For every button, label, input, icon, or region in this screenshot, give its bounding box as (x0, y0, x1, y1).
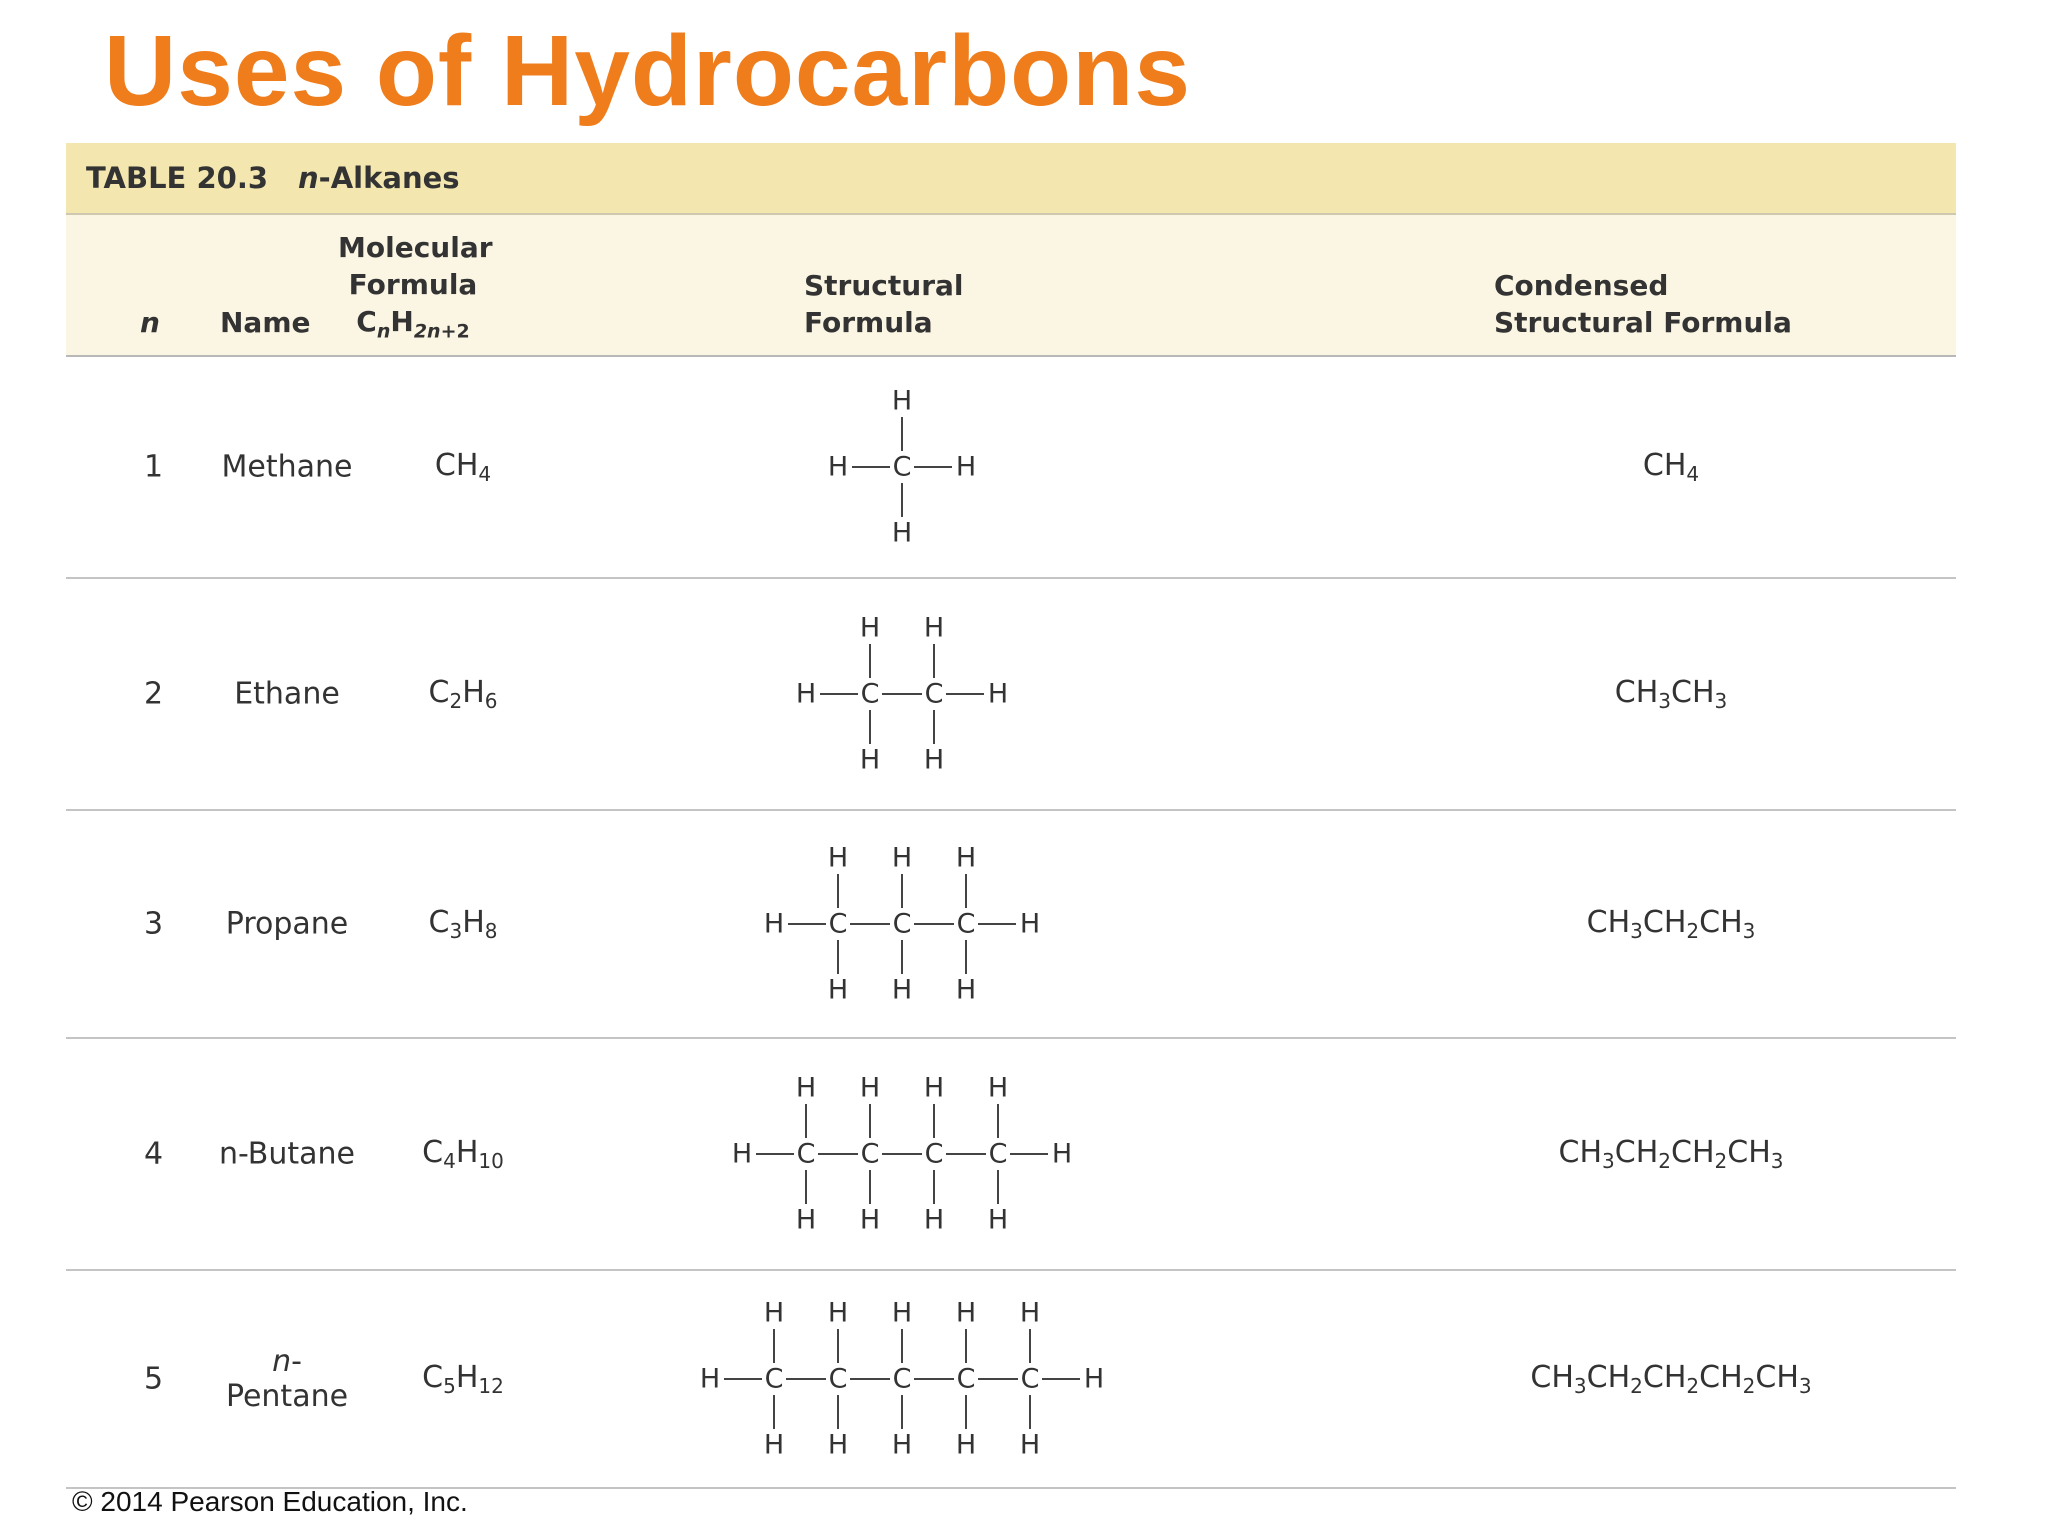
hydrogen-atom: H (955, 974, 977, 1006)
header-mol-formula: $C_nH_{2n+2}$ (356, 305, 470, 343)
header-struct-line1: Structural (804, 269, 964, 302)
hydrogen-atom: H (1051, 1138, 1073, 1170)
hydrogen-atom: H (891, 842, 913, 874)
row-name: n-Butane (219, 1136, 355, 1172)
row-condensed-formula: $CH_3CH_2CH_2CH_2CH_3$ (1530, 1360, 1812, 1398)
hydrogen-atom: H (923, 744, 945, 776)
table-title (298, 161, 460, 195)
hydrogen-atom: H (795, 1072, 817, 1104)
table-label: TABLE 20.3 (86, 161, 269, 195)
row-molecular-formula: $C_4H_{10}$ (422, 1135, 504, 1173)
table-row (66, 357, 1956, 579)
carbon-atom: C (956, 908, 976, 940)
hydrogen-atom: H (923, 1072, 945, 1104)
hydrogen-atom: H (859, 1072, 881, 1104)
table-header (66, 215, 1956, 357)
row-molecular-formula: $C_5H_{12}$ (422, 1360, 504, 1398)
row-n: 4 (144, 1136, 164, 1172)
hydrogen-atom: H (1019, 1429, 1041, 1461)
carbon-atom: C (828, 1363, 848, 1395)
row-condensed-formula: $CH_3CH_3$ (1614, 675, 1728, 713)
table-caption (66, 143, 1956, 215)
carbon-atom: C (892, 451, 912, 483)
row-n: 2 (144, 676, 164, 712)
header-name: Name (220, 306, 311, 339)
header-condensed-formula (1494, 267, 1792, 341)
header-structural-formula (804, 267, 964, 341)
table-row (66, 811, 1956, 1039)
table-row (66, 1271, 1956, 1489)
hydrogen-atom: H (827, 974, 849, 1006)
table-body (66, 357, 1956, 1489)
hydrogen-atom: H (859, 1204, 881, 1236)
hydrogen-atom: H (795, 678, 817, 710)
row-condensed-formula: $CH_3CH_2CH_3$ (1586, 905, 1756, 943)
row-n: 5 (144, 1361, 164, 1397)
hydrogen-atom: H (859, 744, 881, 776)
row-name: Ethane (234, 676, 340, 712)
copyright-footer: © 2014 Pearson Education, Inc. (72, 1486, 468, 1517)
carbon-atom: C (924, 1138, 944, 1170)
carbon-atom: C (956, 1363, 976, 1395)
carbon-atom: C (988, 1138, 1008, 1170)
carbon-atom: C (796, 1138, 816, 1170)
carbon-atom: C (860, 678, 880, 710)
row-n: 1 (144, 449, 164, 485)
row-molecular-formula: $C_2H_6$ (428, 675, 498, 713)
hydrogen-atom: H (795, 1204, 817, 1236)
hydrogen-atom: H (955, 451, 977, 483)
hydrogen-atom: H (763, 1429, 785, 1461)
hydrogen-atom: H (987, 1072, 1009, 1104)
hydrogen-atom: H (1019, 1297, 1041, 1329)
row-name: n-Pentane (225, 1344, 349, 1414)
carbon-atom: C (828, 908, 848, 940)
row-n: 3 (144, 906, 164, 942)
hydrogen-atom: H (987, 1204, 1009, 1236)
hydrogen-atom: H (1019, 908, 1041, 940)
row-name: Propane (225, 906, 349, 942)
carbon-atom: C (924, 678, 944, 710)
hydrogen-atom: H (923, 612, 945, 644)
hydrogen-atom: H (891, 517, 913, 549)
header-mol-line2: Formula (348, 268, 478, 301)
row-condensed-formula: $CH_3CH_2CH_2CH_3$ (1558, 1135, 1784, 1173)
carbon-atom: C (860, 1138, 880, 1170)
row-name: Methane (221, 449, 353, 485)
header-molecular-formula (338, 229, 493, 351)
hydrogen-atom: H (699, 1363, 721, 1395)
hydrogen-atom: H (923, 1204, 945, 1236)
hydrogen-atom: H (987, 678, 1009, 710)
header-cond-line1: Condensed (1494, 269, 1669, 302)
hydrogen-atom: H (763, 1297, 785, 1329)
hydrogen-atom: H (859, 612, 881, 644)
table-title-italic: n (298, 161, 319, 195)
row-condensed-formula: $CH_4$ (1642, 448, 1700, 486)
hydrogen-atom: H (891, 1429, 913, 1461)
hydrogen-atom: H (827, 1297, 849, 1329)
hydrogen-atom: H (827, 842, 849, 874)
header-n: n (140, 306, 160, 339)
carbon-atom: C (764, 1363, 784, 1395)
row-molecular-formula: $CH_4$ (434, 448, 492, 486)
slide-title: Uses of Hydrocarbons (104, 15, 1191, 127)
table-row (66, 1039, 1956, 1271)
carbon-atom: C (1020, 1363, 1040, 1395)
row-molecular-formula: $C_3H_8$ (428, 905, 498, 943)
hydrogen-atom: H (891, 974, 913, 1006)
hydrogen-atom: H (731, 1138, 753, 1170)
table-title-rest: -Alkanes (318, 161, 460, 195)
hydrogen-atom: H (827, 451, 849, 483)
hydrogen-atom: H (891, 385, 913, 417)
carbon-atom: C (892, 1363, 912, 1395)
hydrogen-atom: H (955, 1297, 977, 1329)
hydrogen-atom: H (827, 1429, 849, 1461)
hydrogen-atom: H (1083, 1363, 1105, 1395)
table-row (66, 579, 1956, 811)
hydrogen-atom: H (891, 1297, 913, 1329)
header-cond-line2: Structural Formula (1494, 306, 1792, 339)
header-struct-line2: Formula (804, 306, 933, 339)
carbon-atom: C (892, 908, 912, 940)
header-mol-line1: Molecular (338, 231, 493, 264)
hydrogen-atom: H (763, 908, 785, 940)
alkanes-table (66, 143, 1956, 1489)
row-name-prefix: n (272, 1344, 292, 1379)
hydrogen-atom: H (955, 842, 977, 874)
hydrogen-atom: H (955, 1429, 977, 1461)
